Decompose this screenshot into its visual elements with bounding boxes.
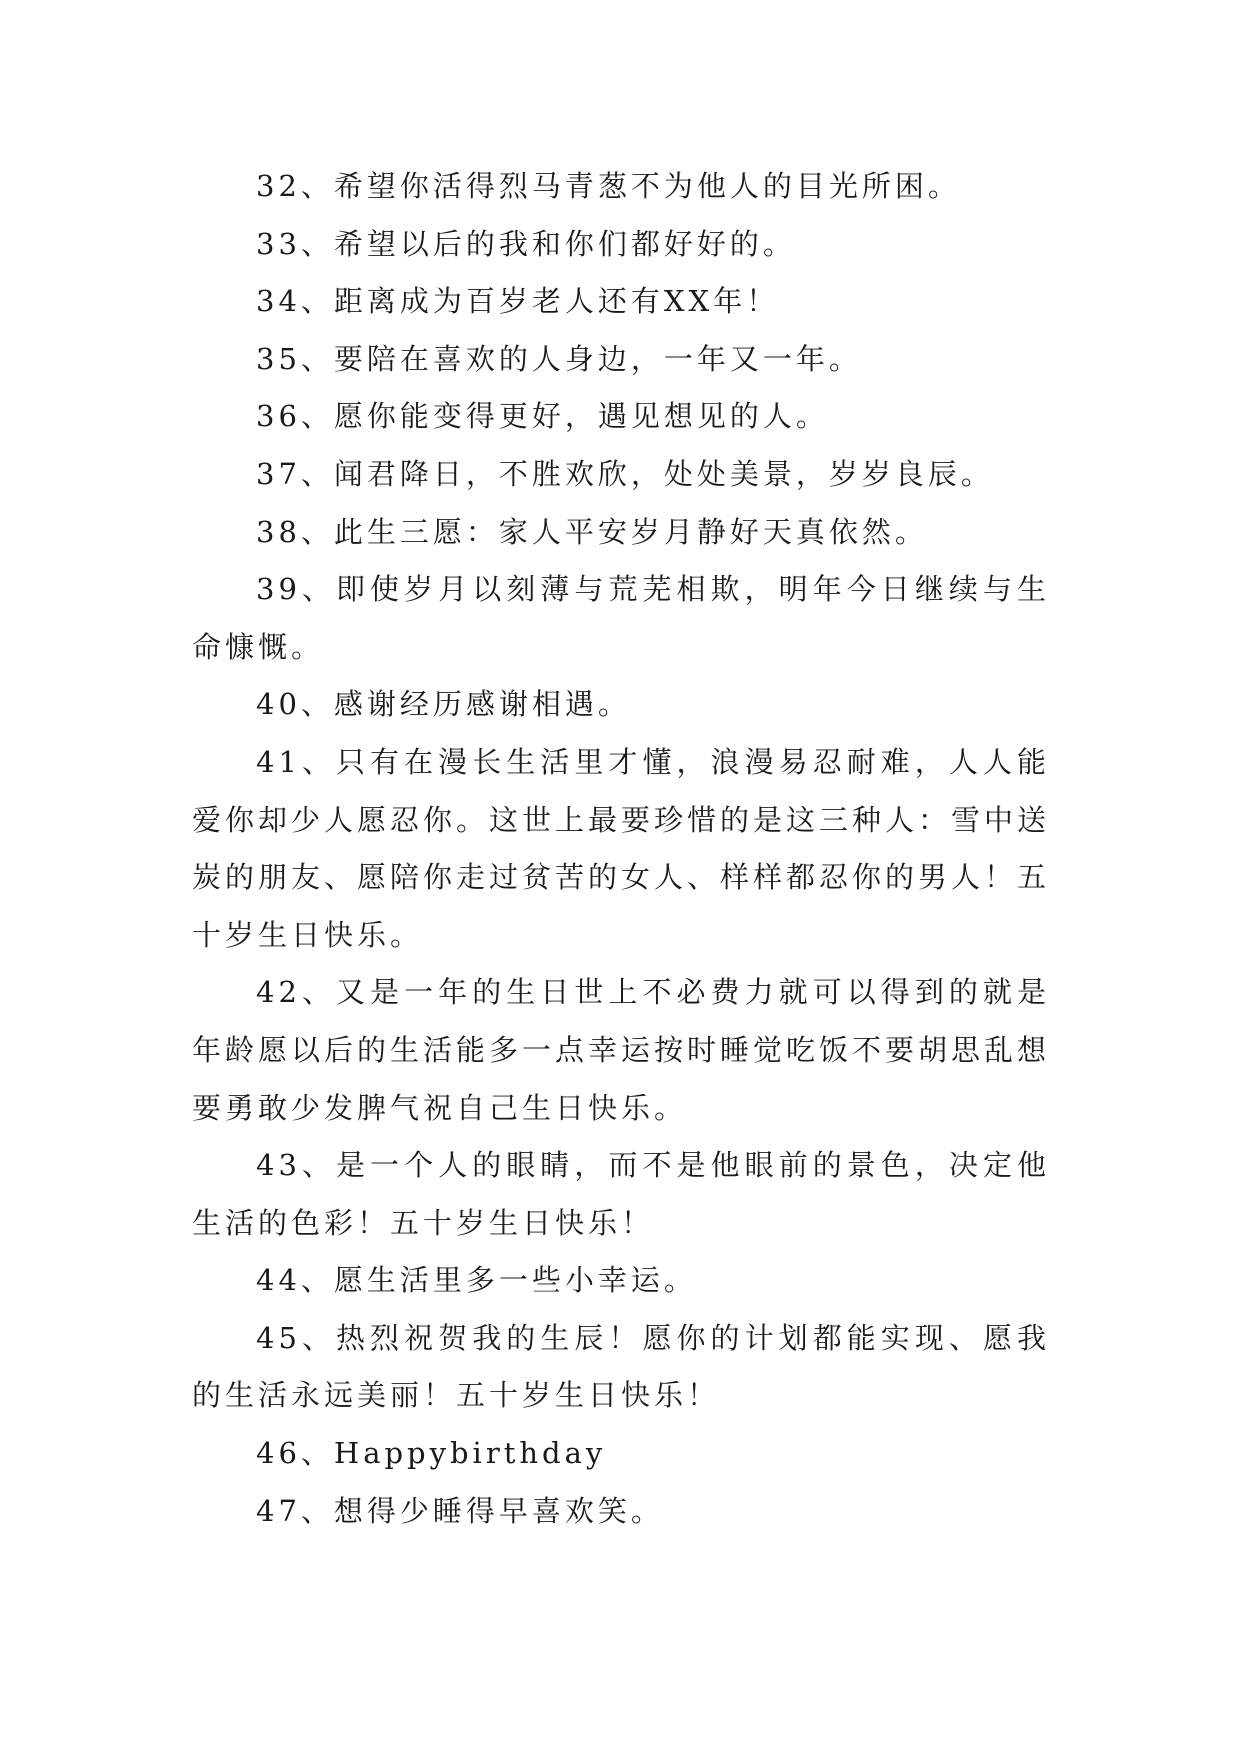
paragraph-35: 35、要陪在喜欢的人身边，一年又一年。 [256, 341, 862, 376]
paragraph-33: 33、希望以后的我和你们都好好的。 [256, 226, 796, 261]
paragraph-45: 45、热烈祝贺我的生辰！愿你的计划都能实现、愿我的生活永远美丽！五十岁生日快乐！ [192, 1320, 1050, 1413]
paragraph-46: 46、Happybirthday [256, 1436, 607, 1471]
paragraph-44: 44、愿生活里多一些小幸运。 [256, 1263, 697, 1298]
paragraph-39: 39、即使岁月以刻薄与荒芜相欺，明年今日继续与生命慷慨。 [192, 572, 1050, 664]
document-body [192, 158, 1050, 1540]
paragraph-34: 34、距离成为百岁老人还有XX年！ [256, 284, 780, 319]
paragraph-40: 40、感谢经历感谢相遇。 [256, 687, 631, 722]
paragraph-38: 38、此生三愿：家人平安岁月静好天真依然。 [256, 514, 928, 549]
paragraph-36: 36、愿你能变得更好，遇见想见的人。 [256, 399, 829, 434]
paragraph-43: 43、是一个人的眼睛，而不是他眼前的景色，决定他生活的色彩！五十岁生日快乐！ [192, 1148, 1050, 1240]
paragraph-47: 47、想得少睡得早喜欢笑。 [256, 1493, 664, 1528]
paragraph-37: 37、闻君降日，不胜欢欣，处处美景，岁岁良辰。 [256, 456, 994, 491]
paragraph-41: 41、只有在漫长生活里才懂，浪漫易忍耐难，人人能爱你却少人愿忍你。这世上最要珍惜的是这三种人：雪中送炭的朋友、愿陪你走过贫苦的女人、样样都忍你的男人！五十岁生日快乐。 [192, 744, 1051, 952]
paragraph-42: 42、又是一年的生日世上不必费力就可以得到的就是年龄愿以后的生活能多一点幸运按时睡觉吃饭不要胡思乱想要勇敢少发脾气祝自己生日快乐。 [192, 975, 1051, 1125]
paragraph-32: 32、希望你活得烈马青葱不为他人的目光所困。 [256, 169, 961, 203]
